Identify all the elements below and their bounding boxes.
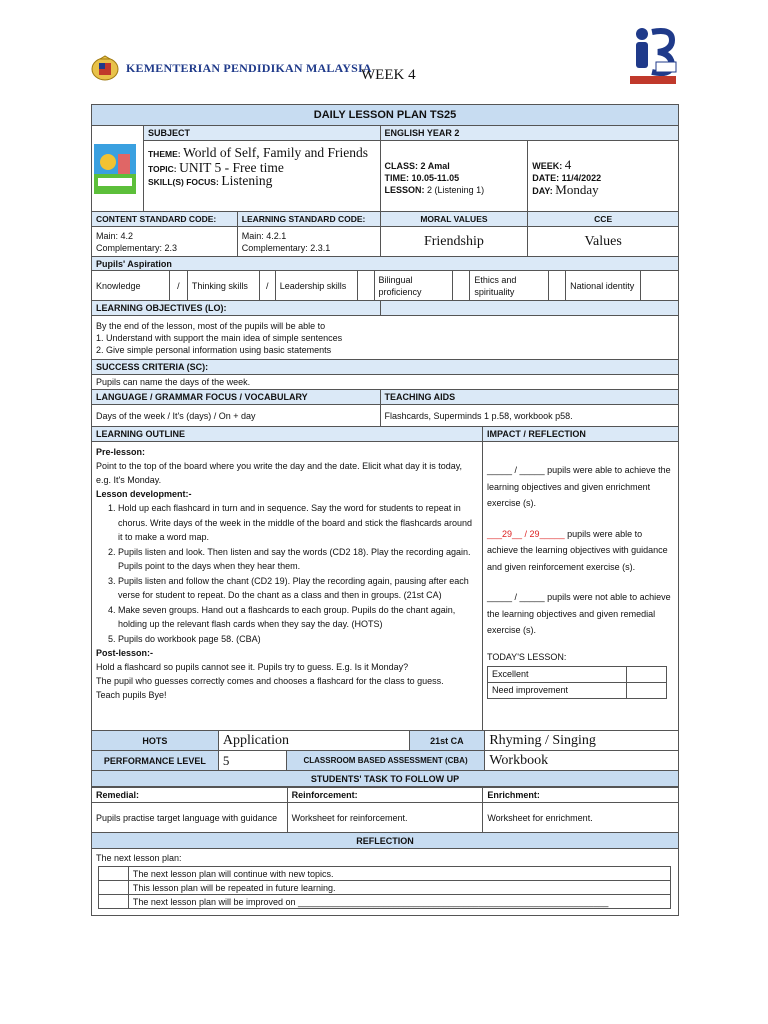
hots-label: HOTS [92, 731, 219, 751]
outline-table [91, 426, 679, 731]
day-value: Monday [555, 181, 599, 197]
content-complementary: Complementary: 2.3 [96, 242, 178, 253]
reinforcement-label: Reinforcement: [287, 788, 483, 803]
topic-value: UNIT 5 - Free time [179, 160, 284, 175]
content-main: Main: 4.2 [96, 230, 134, 241]
cce-value: Values [528, 227, 679, 257]
rating-excellent-box[interactable] [627, 666, 667, 682]
learning-complementary: Complementary: 2.3.1 [241, 242, 331, 253]
post-lesson-label: Post-lesson:- [96, 648, 154, 658]
aspiration-ethics-tick [549, 271, 566, 301]
ministry-title: KEMENTERIAN PENDIDIKAN MALAYSIA [126, 61, 372, 75]
theme-value: World of Self, Family and Friends [183, 145, 368, 160]
next-option-text: This lesson plan will be repeated in future learning. [128, 881, 670, 895]
lesson-header-table [91, 104, 679, 215]
aspiration-ethics: Ethics and spirituality [470, 271, 549, 301]
development-step: 3. Pupils listen and follow the chant (CD2 19). Play the recording again, pausing after each verse for student to repeat. Do the chant as a class and then in groups. (21st CA) [118, 574, 478, 603]
ministry-crest-logo [90, 55, 120, 81]
lo-item-2: 2. Give simple personal information using basic statements [96, 344, 332, 355]
language-label: LANGUAGE / GRAMMAR FOCUS / VOCABULARY [92, 390, 381, 405]
development-step: 5. Pupils do workbook page 58. (CBA) [118, 632, 478, 647]
aspiration-leadership-tick [357, 271, 374, 301]
remedial-text: Pupils practise target language with guidance [92, 803, 288, 833]
pre-lesson-text: Point to the top of the board where you write the day and the date. Elicit what day it is today, e.g. It's Monday. [96, 461, 463, 485]
theme-label: THEME: [147, 149, 181, 159]
post-lesson-line: Hold a flashcard so pupils cannot see it. Pupils try to guess. E.g. Is it Monday? [96, 662, 409, 672]
pre-lesson-label: Pre-lesson: [96, 447, 146, 457]
next-option-box[interactable] [99, 895, 129, 909]
impact-enrichment [487, 462, 674, 512]
next-lesson-label: The next lesson plan: [96, 853, 182, 863]
cba-value: Workbook [485, 751, 679, 771]
date-value: 11/4/2022 [561, 172, 602, 183]
ts25-logo [628, 24, 678, 86]
aspiration-leadership: Leadership skills [275, 271, 357, 301]
learning-standard-label: LEARNING STANDARD CODE: [237, 212, 380, 227]
post-lesson-line: The pupil who guesses correctly comes and chooses a flashcard for the class to guess. [96, 676, 444, 686]
aspiration-thinking-tick: / [259, 271, 275, 301]
aspiration-bilingual: Bilingual proficiency [374, 271, 453, 301]
superminds-book-image [94, 144, 136, 194]
ca-value: Rhyming / Singing [485, 731, 679, 751]
next-option-text: The next lesson plan will continue with new topics. [128, 867, 670, 881]
skill-label: SKILL(S) FOCUS: [147, 177, 219, 187]
development-step: 4. Make seven groups. Hand out a flashcards to each group. Pupils do the chant again, holding up the relevant flash cards when they say the day. (HOTS) [118, 603, 478, 632]
time-value: 10.05-11.05 [411, 172, 460, 183]
performance-level-label: PERFORMANCE LEVEL [92, 751, 219, 771]
impact-reinforcement [487, 526, 674, 576]
rating-need-improvement: Need improvement [488, 682, 627, 698]
enrichment-label: Enrichment: [483, 788, 679, 803]
remedial-label: Remedial: [92, 788, 288, 803]
development-label: Lesson development:- [96, 489, 192, 499]
rating-need-improvement-box[interactable] [627, 682, 667, 698]
post-lesson-line: Teach pupils Bye! [96, 690, 167, 700]
impact-reinforcement-blank: ___29__ / 29_____ [487, 528, 565, 539]
class-label: CLASS: [384, 160, 419, 171]
next-lesson-options [98, 866, 671, 909]
lo-intro: By the end of the lesson, most of the pupils will be able to [96, 320, 326, 331]
topic-label: TOPIC: [147, 164, 177, 174]
aspiration-knowledge-tick: / [169, 271, 187, 301]
class-value: 2 Amal [420, 160, 450, 171]
aspiration-table [91, 270, 679, 301]
impact-reinforcement-text: pupils were able to achieve the learning objectives with guidance and given reinforcement exercise (s). [487, 528, 668, 572]
rating-excellent: Excellent [488, 666, 627, 682]
followup-table [91, 787, 679, 916]
language-text: Days of the week / It's (days) / On + day [92, 405, 381, 427]
next-option-box[interactable] [99, 867, 129, 881]
reinforcement-text: Worksheet for reinforcement. [287, 803, 483, 833]
subject-label: SUBJECT [143, 126, 380, 141]
reflection-label: REFLECTION [92, 833, 679, 849]
aspiration-thinking: Thinking skills [187, 271, 259, 301]
teaching-aids-text: Flashcards, Superminds 1 p.58, workbook p58. [380, 405, 678, 427]
standards-table [91, 211, 679, 271]
hots-table [91, 730, 679, 787]
impact-remedial [487, 589, 674, 639]
learning-main: Main: 4.2.1 [241, 230, 287, 241]
sc-text: Pupils can name the days of the week. [92, 375, 679, 390]
subject-value: ENGLISH YEAR 2 [380, 126, 678, 141]
day-label: DAY: [532, 185, 553, 196]
sc-label: SUCCESS CRITERIA (SC): [92, 360, 679, 375]
development-step: 1. Hold up each flashcard in turn and in sequence. Say the word for students to repeat in chorus. Write days of the week in the middle of the board and stick the flashcards around it to make a word map. [118, 501, 478, 545]
week-heading: WEEK 4 [361, 67, 416, 83]
lo-item-1: 1. Understand with support the main idea of simple sentences [96, 332, 343, 343]
moral-value: Friendship [380, 227, 528, 257]
aspiration-national: National identity [566, 271, 641, 301]
content-standard-label: CONTENT STANDARD CODE: [92, 212, 238, 227]
enrichment-text: Worksheet for enrichment. [483, 803, 679, 833]
week-value: 4 [564, 156, 572, 172]
time-label: TIME: [384, 172, 410, 183]
todays-lesson-rating [487, 666, 667, 699]
lesson-label: LESSON: [384, 184, 425, 195]
aspiration-label: Pupils' Aspiration [92, 257, 679, 271]
todays-lesson-label: TODAY'S LESSON: [487, 651, 567, 662]
lesson-value: 2 (Listening 1) [427, 184, 485, 195]
development-steps [96, 501, 478, 646]
hots-value: Application [218, 731, 409, 751]
outline-label: LEARNING OUTLINE [92, 427, 483, 442]
cba-label: CLASSROOM BASED ASSESSMENT (CBA) [286, 751, 485, 771]
impact-remedial-blank: _____ / _____ [487, 592, 545, 602]
performance-level-value: 5 [218, 751, 286, 771]
aspiration-bilingual-tick [453, 271, 470, 301]
aspiration-national-tick [641, 271, 679, 301]
ca-label: 21st CA [409, 731, 485, 751]
next-option-text: The next lesson plan will be improved on ______________________________________________________________ [128, 895, 670, 909]
date-label: DATE: [532, 172, 560, 183]
superminds-cover-cell [92, 126, 144, 215]
cce-label: CCE [528, 212, 679, 227]
aspiration-knowledge: Knowledge [92, 271, 170, 301]
development-step: 2. Pupils listen and look. Then listen and say the words (CD2 18). Play the recording again. Pupils point to the days when they hear them. [118, 545, 478, 574]
impact-remedial-text: pupils were not able to achieve the learning objectives and given remedial exercise (s). [487, 592, 671, 635]
next-option-box[interactable] [99, 881, 129, 895]
teaching-aids-label: TEACHING AIDS [380, 390, 678, 405]
moral-values-label: MORAL VALUES [380, 212, 528, 227]
objectives-table [91, 300, 679, 427]
students-task-label: STUDENTS' TASK TO FOLLOW UP [92, 771, 679, 787]
week-label: WEEK: [532, 160, 563, 171]
skill-value: Listening [221, 173, 273, 188]
impact-enrichment-blank: _____ / _____ [487, 465, 545, 475]
lo-label: LEARNING OBJECTIVES (LO): [92, 301, 381, 316]
impact-label: IMPACT / REFLECTION [483, 427, 679, 442]
impact-enrichment-text: pupils were able to achieve the learning objectives and given enrichment exercise (s). [487, 465, 671, 508]
plan-title: DAILY LESSON PLAN TS25 [92, 105, 679, 126]
